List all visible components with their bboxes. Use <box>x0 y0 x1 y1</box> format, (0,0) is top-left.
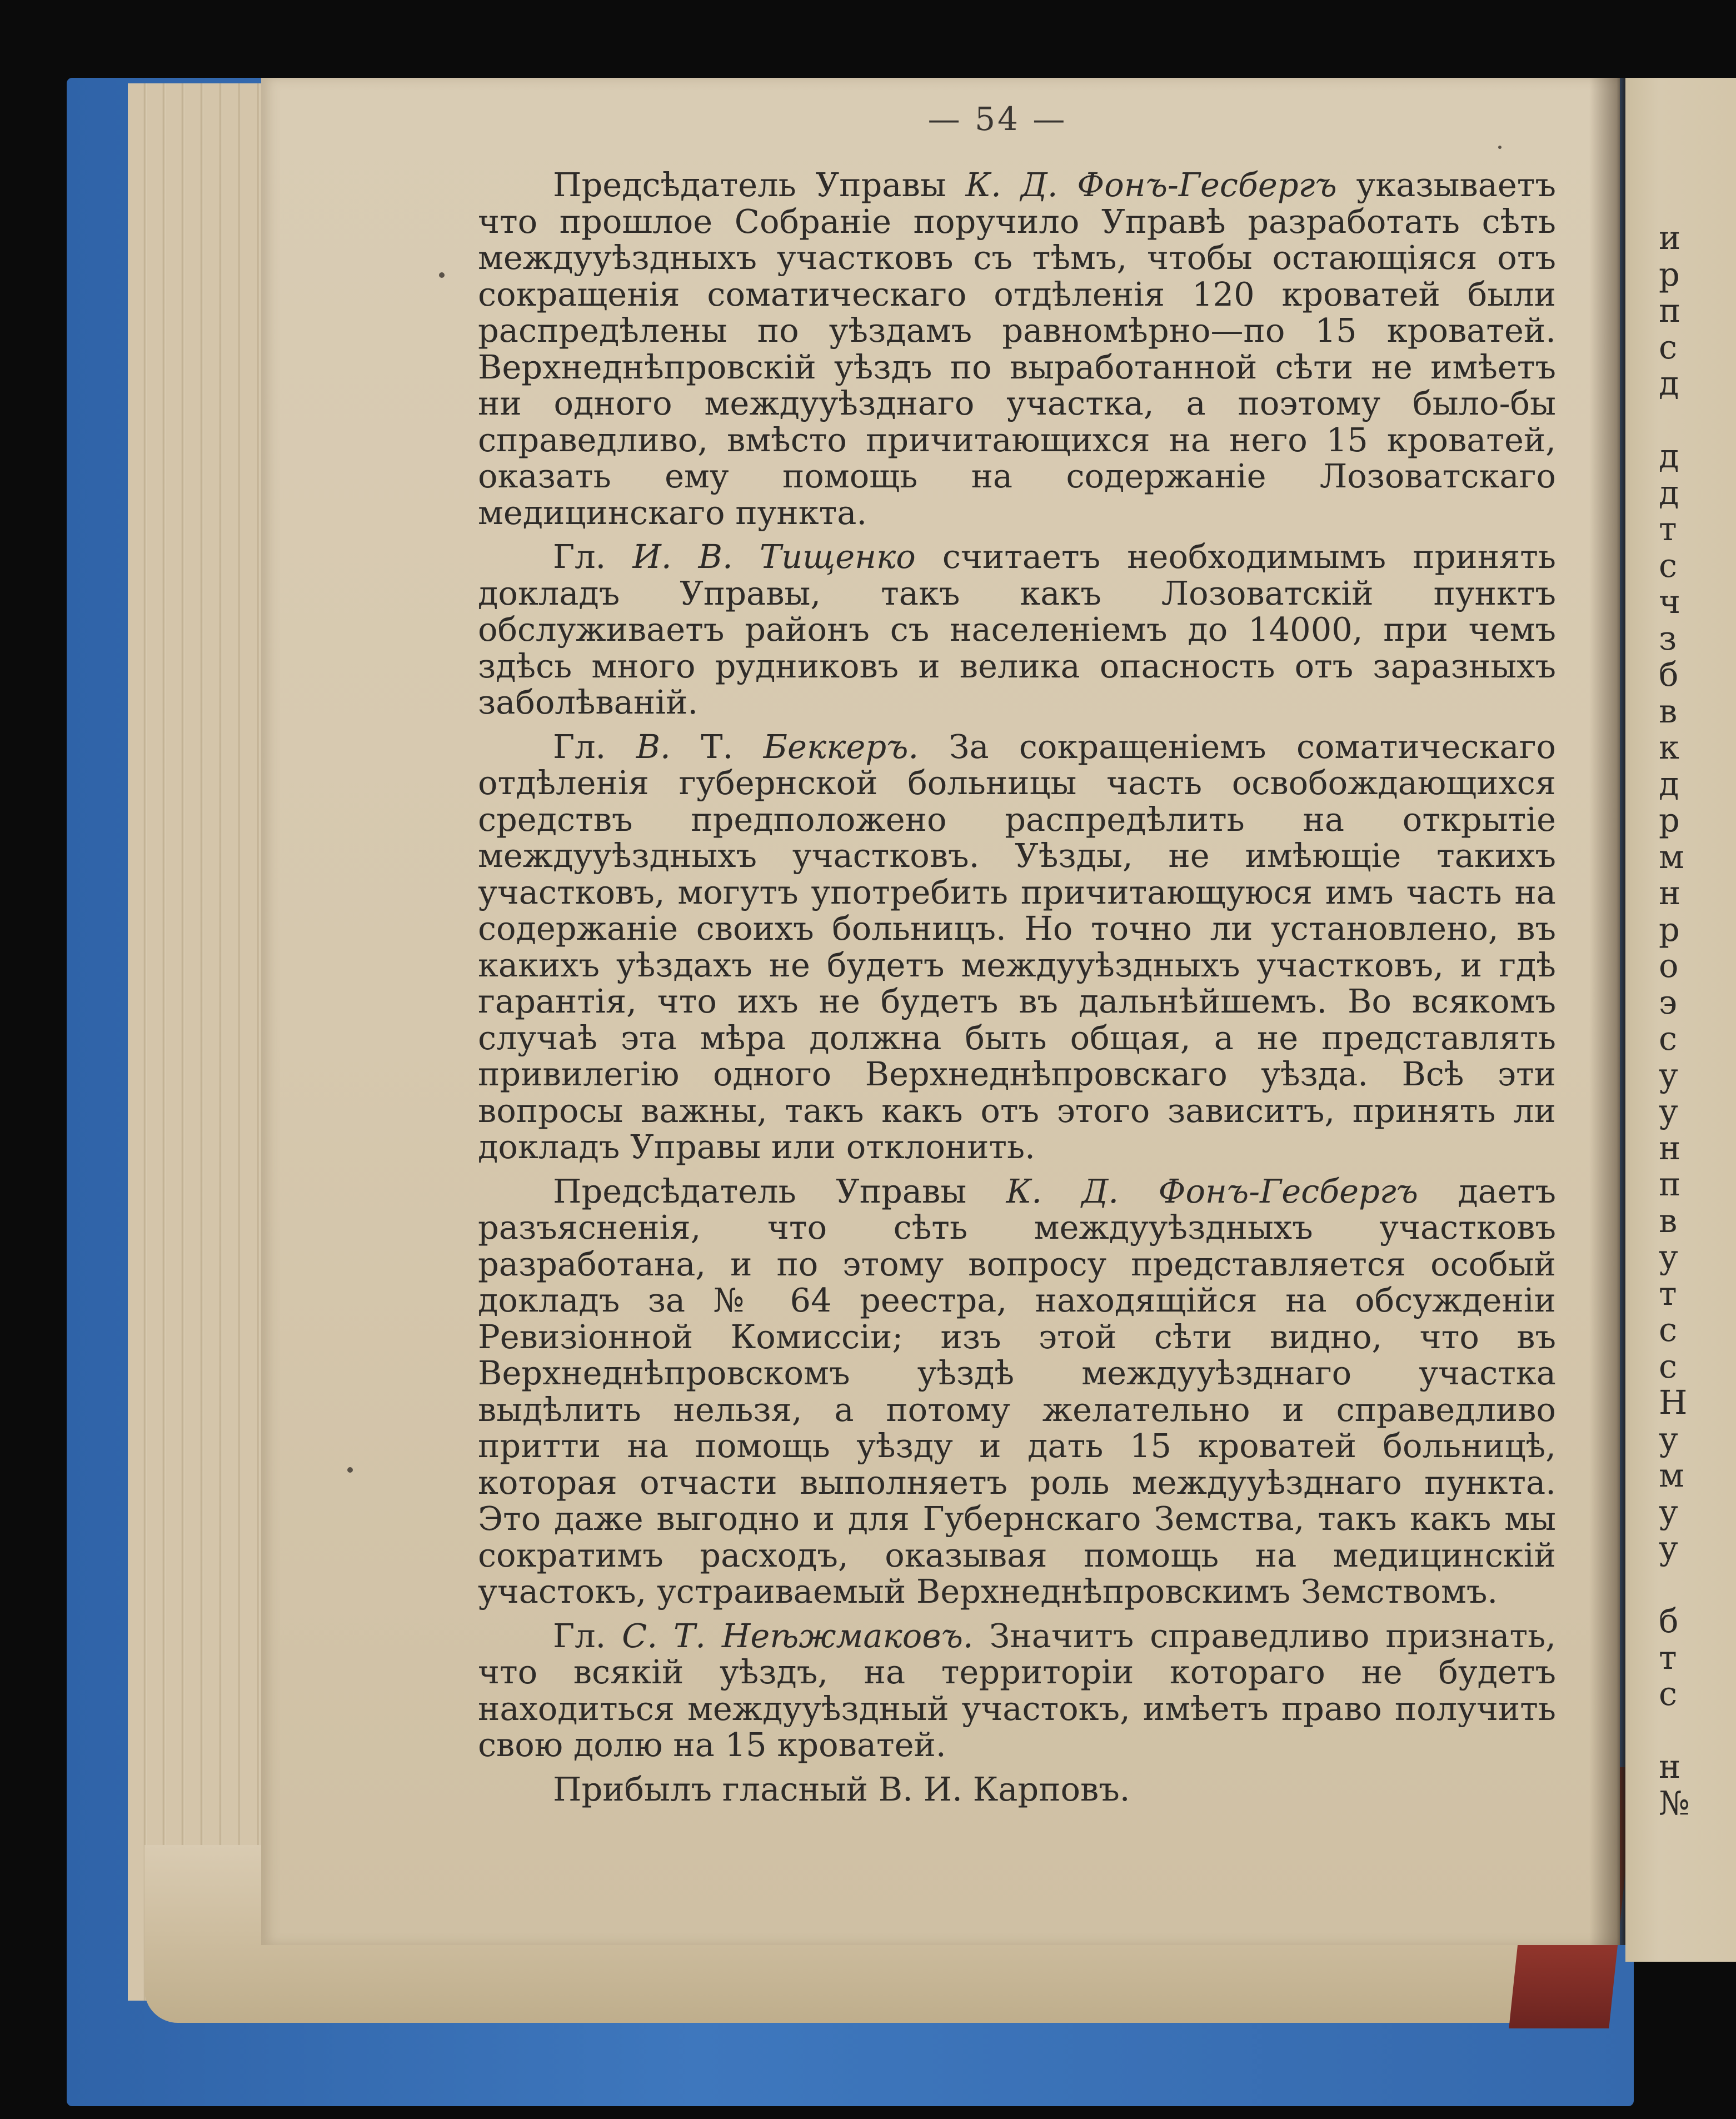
page-number: — 54 — <box>927 100 1067 138</box>
next-page-line-fragment: у <box>1659 1092 1678 1130</box>
speaker-name: Беккеръ. <box>763 727 919 766</box>
next-page-line-fragment: т <box>1659 1638 1677 1677</box>
next-page-line-fragment: п <box>1659 1165 1681 1203</box>
next-page-line-fragment: у <box>1659 1055 1678 1094</box>
speaker-name: К. Д. Фонъ-Гесбергъ <box>965 166 1337 204</box>
next-page-line-fragment: с <box>1659 1674 1678 1713</box>
next-page-line-fragment: р <box>1659 255 1680 293</box>
text-run: За сокращеніемъ соматическаго отдѣленія губернской больницы часть освобождающихся средствъ предположено распредѣлить на открытіе междууѣздныхъ участковъ. Уѣзды, не имѣющіе такихъ участковъ, могутъ употребить причитающуюся имъ часть на содержаніе своихъ больницъ. Но точно ли установлено, въ какихъ уѣздахъ не будетъ междууѣздныхъ участковъ, и гдѣ гарантія, что ихъ не будетъ въ дальнѣйшемъ. Во всякомъ случаѣ эта мѣра должна быть общая, а не представлять привилегію одного Верхнеднѣпровскаго уѣзда. Всѣ эти вопросы важны, такъ какъ отъ этого зависитъ, принять ли докладъ Управы или отклонить. <box>478 727 1557 1166</box>
book-gutter <box>1589 78 1628 1945</box>
text-run: Прибылъ гласный В. И. Карповъ. <box>553 1769 1130 1808</box>
speaker-name: И. В. Тищенко <box>632 537 916 576</box>
next-page-line-fragment: н <box>1659 1128 1681 1167</box>
next-page-line-fragment: б <box>1659 655 1679 694</box>
next-page-line-fragment: с <box>1659 327 1678 366</box>
next-page-line-fragment: з <box>1659 619 1677 657</box>
speaker-name: В. <box>636 727 671 766</box>
text-run: даетъ разъясненія, что сѣть междууѣздныхъ участковъ разработана, и по этому вопросу представляется особый докладъ за № 64 реестра, находящійся на обсужденіи Ревизіонной Комиссіи; изъ этой сѣти видно, что въ Верхнеднѣпровскомъ уѣздѣ междууѣзднаго участка выдѣлить нельзя, а потому желательно и справедливо притти на помощь уѣзду и дать 15 кроватей больницѣ, которая отчасти выполняетъ роль междууѣзднаго пункта. Это даже выгодно и для Губернскаго Земства, такъ какъ мы сократимъ расходъ, оказывая помощь на медицинскій участокъ, устраиваемый Верхнеднѣпровскимъ Земствомъ. <box>478 1171 1557 1611</box>
next-page-line-fragment: м <box>1659 1456 1684 1494</box>
next-page-fragments <box>1659 220 1690 1821</box>
next-page-line-fragment <box>1659 1712 1690 1749</box>
paragraph <box>478 1618 1556 1763</box>
text-run: Значитъ справедливо признать, что всякій уѣздъ, на территоріи котораго не будетъ находиться междууѣздный участокъ, имѣетъ право получить свою долю на 15 кроватей. <box>478 1616 1556 1764</box>
next-page-line-fragment: д <box>1659 764 1679 803</box>
text-run: Предсѣдатель Управы <box>553 166 966 204</box>
next-page-line-fragment: с <box>1659 1347 1678 1385</box>
paragraph <box>478 1173 1556 1610</box>
next-page-line-fragment: у <box>1659 1492 1678 1531</box>
paragraph <box>478 167 1556 531</box>
next-page-line-fragment: к <box>1659 728 1679 766</box>
text-run: Предсѣдатель Управы <box>553 1171 1006 1210</box>
text-run: Гл. <box>553 727 636 766</box>
next-page-line-fragment: и <box>1659 218 1681 257</box>
next-page-line-fragment: № <box>1659 1783 1690 1822</box>
next-page-line-fragment: у <box>1659 1419 1678 1458</box>
next-page-line-fragment: в <box>1659 691 1678 730</box>
page-speck <box>439 272 445 278</box>
next-page-line-fragment: в <box>1659 1201 1678 1240</box>
text-run: указываетъ что прошлое Собраніе поручило Управѣ разработать сѣть междууѣздныхъ участковъ съ тѣмъ, чтобы остающіяся отъ сокращенія соматическаго отдѣленія 120 кроватей были распредѣлены по уѣздамъ равномѣрно—по 15 кроватей. Верхнеднѣпровскій уѣздъ по выработанной сѣти не имѣетъ ни одного междууѣзднаго участка, а поэтому было-бы справедливо, вмѣсто причитающихся на него 15 кроватей, оказать ему помощь на содержаніе Лозоватскаго медицинскаго пункта. <box>478 166 1556 532</box>
next-page-line-fragment: Н <box>1659 1383 1688 1422</box>
speaker-name: К. Д. Фонъ-Гесбергъ <box>1006 1171 1419 1210</box>
paragraph <box>478 1771 1556 1808</box>
next-page-line-fragment: б <box>1659 1602 1679 1640</box>
paragraph <box>478 729 1556 1165</box>
next-page-line-fragment: н <box>1659 874 1681 912</box>
next-page-line-fragment: с <box>1659 1310 1678 1349</box>
next-page-line-fragment: у <box>1659 1529 1678 1567</box>
page-body-text <box>478 167 1556 1815</box>
page-stack-left-edge <box>128 83 272 2001</box>
next-page-line-fragment: о <box>1659 946 1679 985</box>
next-page-line-fragment: м <box>1659 837 1684 876</box>
next-page-line-fragment: т <box>1659 1274 1677 1313</box>
next-page-line-fragment: н <box>1659 1747 1681 1786</box>
next-page-line-fragment: с <box>1659 1019 1678 1058</box>
next-page-line-fragment: д <box>1659 364 1679 402</box>
text-run: Гл. <box>553 1616 622 1655</box>
page-speck <box>347 1467 353 1473</box>
paragraph <box>478 539 1556 721</box>
next-page-line-fragment: р <box>1659 910 1680 949</box>
text-run: Гл. <box>553 537 633 576</box>
next-page-line-fragment: э <box>1659 983 1678 1021</box>
next-page-line-fragment: д <box>1659 473 1679 512</box>
text-run: Т. <box>670 727 764 766</box>
next-page-line-fragment: у <box>1659 1238 1678 1276</box>
next-page-line-fragment: т <box>1659 510 1677 548</box>
page-speck <box>1498 146 1501 149</box>
next-page-line-fragment: р <box>1659 801 1680 839</box>
next-page-line-fragment <box>1659 1567 1690 1603</box>
next-page-line-fragment: п <box>1659 291 1681 330</box>
next-page-line-fragment: с <box>1659 546 1678 585</box>
next-page-line-fragment <box>1659 402 1690 438</box>
speaker-name: С. Т. Неѣжмаковъ. <box>622 1616 974 1655</box>
next-page-line-fragment: ч <box>1659 582 1681 621</box>
text-run: считаетъ необходимымъ принять докладъ Управы, такъ какъ Лозоватскій пунктъ обслуживаетъ районъ съ населеніемъ до 14000, при чемъ здѣсь много рудниковъ и велика опасность отъ заразныхъ заболѣваній. <box>478 537 1556 721</box>
next-page-line-fragment: д <box>1659 437 1679 475</box>
